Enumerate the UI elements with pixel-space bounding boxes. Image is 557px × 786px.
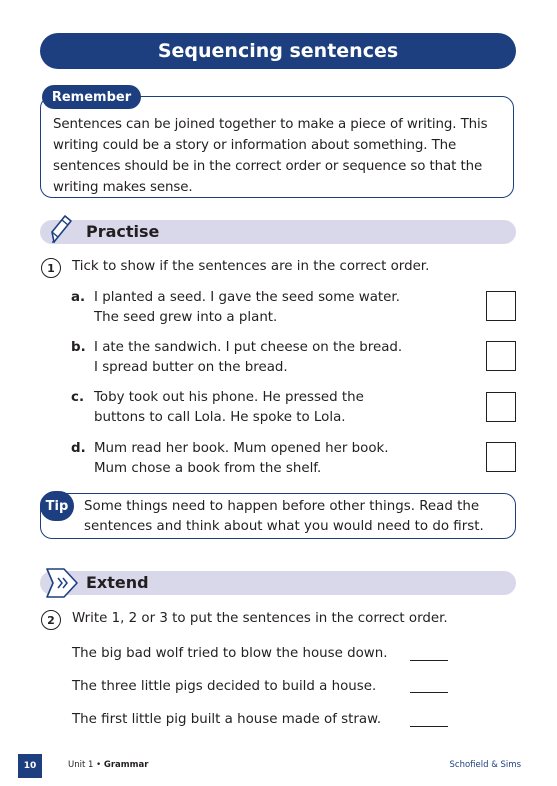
tip-line: sentences and think about what you would need to do first. xyxy=(84,519,484,534)
item-line: buttons to call Lola. He spoke to Lola. xyxy=(94,410,346,425)
item-text xyxy=(94,338,424,378)
item-line: Mum chose a book from the shelf. xyxy=(94,461,322,476)
item-line: The seed grew into a plant. xyxy=(94,310,278,325)
remember-text xyxy=(53,114,505,198)
answer-line[interactable] xyxy=(410,692,448,693)
footer-unit xyxy=(68,760,148,770)
item-line: I spread butter on the bread. xyxy=(94,360,288,375)
tick-box[interactable] xyxy=(486,291,516,321)
tick-box[interactable] xyxy=(486,341,516,371)
item-text xyxy=(94,288,424,328)
item-line: I ate the sandwich. I put cheese on the bread. xyxy=(94,340,403,355)
pencil-icon xyxy=(46,212,76,248)
question-text: Write 1, 2 or 3 to put the sentences in the correct order. xyxy=(72,611,448,626)
remember-label-text: Remember xyxy=(51,89,132,105)
remember-line: writing could be a story or information about something. The xyxy=(53,138,457,153)
question-number-badge: 2 xyxy=(41,610,61,630)
item-letter: a. xyxy=(71,290,86,305)
item-line: Mum read her book. Mum opened her book. xyxy=(94,441,389,456)
page-number: 10 xyxy=(18,754,42,778)
item-line: I planted a seed. I gave the seed some water. xyxy=(94,290,400,305)
arrow-chevron-icon xyxy=(44,566,80,600)
item-letter: c. xyxy=(71,390,85,405)
item-letter: b. xyxy=(71,340,86,355)
practise-heading: Practise xyxy=(86,222,160,241)
sequence-sentence: The big bad wolf tried to blow the house down. xyxy=(72,646,388,661)
question-number-badge: 1 xyxy=(41,258,61,278)
extend-heading: Extend xyxy=(86,573,149,592)
page-title xyxy=(40,33,516,69)
answer-line[interactable] xyxy=(410,660,448,661)
footer-subject: Grammar xyxy=(103,760,149,770)
remember-label xyxy=(42,85,141,109)
remember-line: writing makes sense. xyxy=(53,180,193,195)
remember-line: Sentences can be joined together to make a piece of writing. This xyxy=(53,117,488,132)
sequence-sentence: The three little pigs decided to build a house. xyxy=(72,679,377,694)
tip-badge xyxy=(40,491,74,521)
item-line: Toby took out his phone. He pressed the xyxy=(94,390,364,405)
tick-box[interactable] xyxy=(486,392,516,422)
item-letter: d. xyxy=(71,441,86,456)
tick-box[interactable] xyxy=(486,442,516,472)
item-text xyxy=(94,439,424,479)
tip-label: Tip xyxy=(45,498,69,514)
item-text xyxy=(94,388,424,428)
page-title-text: Sequencing sentences xyxy=(157,40,399,62)
question-text: Tick to show if the sentences are in the correct order. xyxy=(72,259,430,274)
footer-publisher: Schofield & Sims xyxy=(449,760,521,770)
footer-unit-name: Unit 1 xyxy=(68,760,94,770)
footer-bullet: • xyxy=(96,760,102,770)
tip-text xyxy=(84,497,504,537)
tip-line: Some things need to happen before other things. Read the xyxy=(84,499,480,514)
sequence-sentence: The first little pig built a house made of straw. xyxy=(72,712,382,727)
answer-line[interactable] xyxy=(410,726,448,727)
remember-line: sentences should be in the correct order or sequence so that the xyxy=(53,159,483,174)
